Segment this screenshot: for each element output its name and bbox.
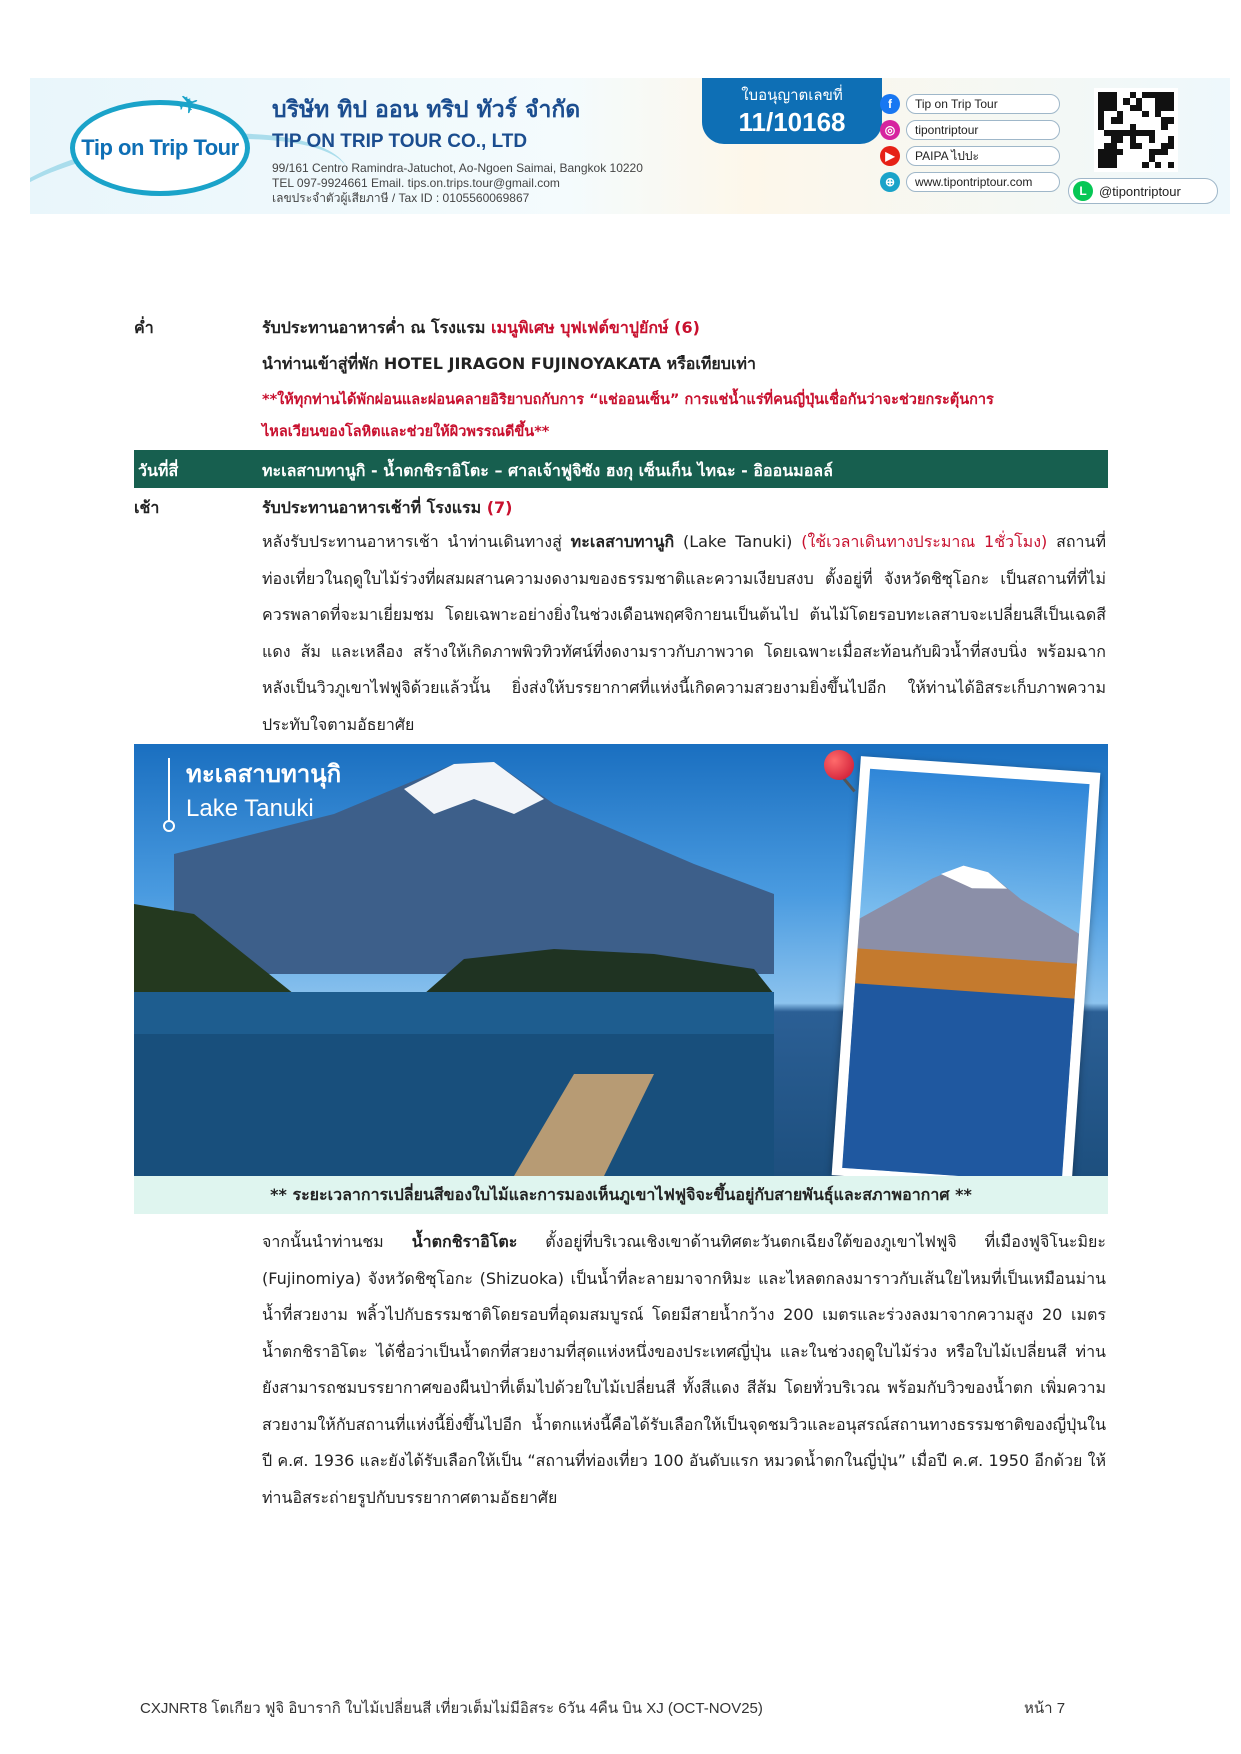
social-website[interactable]	[880, 170, 1060, 193]
youtube-icon: ▶	[880, 146, 900, 166]
lake-tanuki-paragraph	[262, 524, 1106, 743]
company-logo	[70, 100, 250, 196]
social-facebook[interactable]	[880, 92, 1060, 115]
title-decorative-line	[168, 758, 170, 822]
photo-title-en: Lake Tanuki	[186, 795, 314, 822]
footer-program-code: CXJNRT8 โตเกียว ฟูจิ อิบารากิ ใบไม้เปลี่ยนสี เที่ยวเต็มไม่มีอิสระ 6วัน 4คืน บิน XJ (OCT-NOV25)	[140, 1700, 763, 1717]
social-label: tipontriptour	[906, 120, 1060, 140]
photo-caption: ** ระยะเวลาการเปลี่ยนสีของใบไม้และการมองเห็นภูเขาไฟฟูจิจะขึ้นอยู่กับสายพันธุ์และสภาพอากาศ **	[134, 1176, 1108, 1214]
pushpin-icon	[824, 750, 854, 780]
social-label: Tip on Trip Tour	[906, 94, 1060, 114]
lake-description: สถานที่ท่องเที่ยวในฤดูใบไม้ร่วงที่ผสมผสานความงดงามของธรรมชาติและความเงียบสงบ ตั้งอยู่ที่ จังหวัดชิซุโอกะ เป็นสถานที่ที่ไม่ควรพลาดที่จะมาเยี่ยมชม โดยเฉพาะอย่างยิ่งในช่วงเดือนพฤศจิกายนเป็นต้นไป ต้นไม้โดยรอบทะเลสาบจะเปลี่ยนสีเป็นเฉดสีแดง ส้ม และเหลือง สร้างให้เกิดภาพพิวทิวทัศน์ที่งดงามราวกับภาพวาด โดยเฉพาะเมื่อสะท้อนกับผิวน้ำที่สงบนิ่ง พร้อมฉากหลังเป็นวิวภูเขาไฟฟูจิด้วยแล้วนั้น ยิ่งส่งให้บรรยากาศที่แห่งนี้เกิดความสวยงามยิ่งขึ้นไปอีก ให้ท่านได้อิสระเก็บภาพความประทับใจตามอัธยาศัย	[262, 532, 1107, 734]
airplane-icon: ✈	[173, 87, 205, 123]
header-banner	[30, 78, 1230, 214]
lake-tanuki-photo	[134, 744, 1108, 1176]
social-label: www.tipontriptour.com	[906, 172, 1060, 192]
meal-label-breakfast: เช้า	[134, 498, 160, 517]
photo-title	[186, 754, 341, 823]
day-heading-bar	[134, 450, 1108, 488]
social-line[interactable]	[1068, 178, 1218, 204]
shiraito-falls-paragraph	[262, 1224, 1106, 1516]
lake-name: ทะเลสาบทานูกิ	[570, 532, 675, 551]
falls-intro: จากนั้นนำท่านชม	[262, 1232, 412, 1251]
day-label: วันที่สี่	[138, 461, 179, 480]
dinner-text	[262, 316, 1106, 341]
company-name-en: TIP ON TRIP TOUR CO., LTD	[272, 131, 528, 152]
breakfast-prefix: รับประทานอาหารเช้าที่ โรงแรม	[262, 498, 487, 517]
qr-code[interactable]	[1094, 88, 1178, 172]
hotel-text: นำท่านเข้าสู่ที่พัก HOTEL JIRAGON FUJINOYAKATA หรือเทียบเท่า	[262, 354, 756, 373]
logo-text: Tip on Trip Tour	[81, 135, 239, 160]
page-number: หน้า 7	[1024, 1700, 1066, 1717]
company-info	[272, 92, 692, 206]
photo-title-th: ทะเลสาบทานุกิ	[186, 760, 342, 788]
lake-intro: หลังรับประทานอาหารเช้า นำท่านเดินทางสู่	[262, 532, 571, 551]
company-address: 99/161 Centro Ramindra-Jatuchot, Ao-Ngoen Saimai, Bangkok 10220	[272, 161, 643, 175]
company-tax-id: เลขประจำตัวผู้เสียภาษี / Tax ID : 0105560069867	[272, 191, 530, 205]
line-id: @tipontriptour	[1099, 183, 1181, 199]
facebook-icon: f	[880, 94, 900, 114]
breakfast-text	[262, 496, 1106, 521]
license-badge	[702, 78, 882, 144]
dinner-highlight: เมนูพิเศษ บุฟเฟต์ขาปูยักษ์ (6)	[490, 318, 700, 337]
breakfast-meal-number: (7)	[486, 498, 513, 517]
lake-name-en: (Lake Tanuki)	[674, 532, 802, 551]
falls-description: ตั้งอยู่ที่บริเวณเชิงเขาด้านทิศตะวันตกเฉียงใต้ของภูเขาไฟฟูจิ ที่เมืองฟูจิโนะมิยะ (Fujinomiya) จังหวัดชิซุโอกะ (Shizuoka) เป็นน้ำที่ละลายมาจากหิมะ และไหลตกลงมาราวกับเส้นใยไหมที่เป็นเหมือนม่านน้ำที่สวยงาม พลิ้วไปกับธรรมชาติโดยรอบที่อุดมสมบูรณ์ โดยมีสายน้ำกว้าง 200 เมตรและร่วงลงมาจากความสูง 20 เมตร น้ำตกชิราอิโตะ ได้ชื่อว่าเป็นน้ำตกที่สวยงามที่สุดแห่งหนึ่งของประเทศญี่ปุ่น และในช่วงฤดูใบไม้ร่วง หรือใบไม้เปลี่ยนสี ท่านยังสามารถชมบรรยากาศของผืนป่าที่เต็มไปด้วยใบไม้เปลี่ยนสี ทั้งสีแดง สีส้ม โดยทั่วบริเวณ พร้อมกับวิวของน้ำตก เพิ่มความสวยงามให้กับสถานที่แห่งนี้ยิ่งขึ้นไปอีก น้ำตกแห่งนี้คือได้รับเลือกให้เป็นจุดชมวิวและอนุสรณ์สถานทางธรรมชาติของญี่ปุ่นในปี ค.ศ. 1936 และยังได้รับเลือกให้เป็น “สถานที่ท่องเที่ยว 100 อันดับแรก หมวดน้ำตกในญี่ปุ่น” เมื่อปี ค.ศ. 1950 อีกด้วย ให้ท่านอิสระถ่ายรูปกับบรรยากาศตามอัธยาศัย	[262, 1232, 1106, 1507]
social-links	[880, 92, 1060, 196]
lake-travel-time: (ใช้เวลาเดินทางประมาณ 1ชั่วโมง)	[801, 532, 1048, 551]
day-title: ทะเลสาบทานูกิ - น้ำตกชิราอิโตะ – ศาลเจ้าฟูจิซัง ฮงกุ เซ็นเก็น ไทฉะ - อิออนมอลล์	[262, 461, 833, 480]
onsen-note-line2: ไหลเวียนของโลหิตและช่วยให้ผิวพรรณดีขึ้น**	[262, 424, 550, 440]
dinner-prefix: รับประทานอาหารค่ำ ณ โรงแรม	[262, 318, 491, 337]
meal-label-dinner: ค่ำ	[134, 318, 154, 337]
social-label: PAIPA ไปปะ	[906, 146, 1060, 166]
license-label: ใบอนุญาตเลขที่	[741, 86, 843, 104]
title-decorative-dot	[163, 820, 175, 832]
falls-name: น้ำตกชิราอิโตะ	[411, 1232, 518, 1251]
license-number: 11/10168	[738, 107, 846, 137]
onsen-note-line1: **ให้ทุกท่านได้พักผ่อนและผ่อนคลายอิริยาบถกับการ “แช่ออนเซ็น” การแช่น้ำแร่ที่คนญี่ปุ่นเชื่อกันว่าจะช่วยกระตุ้นการ	[262, 392, 994, 408]
fuji-reflection-illustration	[842, 769, 1089, 1176]
qr-module	[1168, 162, 1174, 168]
web-icon: ⊕	[880, 172, 900, 192]
social-youtube[interactable]	[880, 144, 1060, 167]
polaroid-photo	[832, 756, 1101, 1176]
company-contact: TEL 097-9924661 Email. tips.on.trips.tour@gmail.com	[272, 176, 560, 190]
social-instagram[interactable]	[880, 118, 1060, 141]
company-name-th: บริษัท ทิป ออน ทริป ทัวร์ จำกัด	[272, 97, 581, 123]
polaroid-image	[842, 769, 1089, 1176]
instagram-icon: ◎	[880, 120, 900, 140]
line-icon: L	[1073, 181, 1093, 201]
